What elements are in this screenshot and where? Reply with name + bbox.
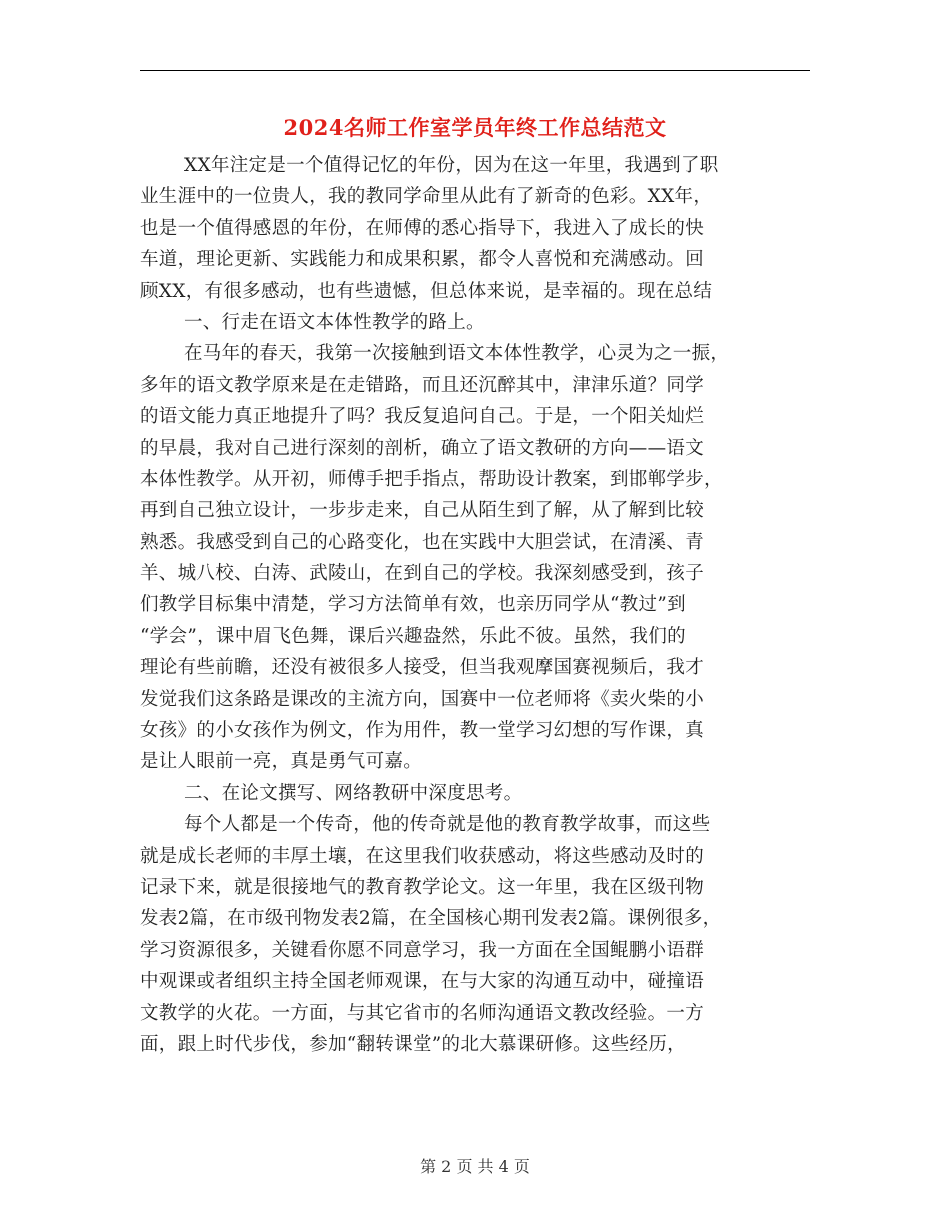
header-rule xyxy=(140,70,810,71)
body-line: 发表2篇，在市级刊物发表2篇，在全国核心期刊发表2篇。课例很多， xyxy=(140,908,722,930)
body-line: 顾XX，有很多感动，也有些遗憾，但总体来说，是幸福的。现在总结 xyxy=(140,280,713,302)
body-line: XX年注定是一个值得记忆的年份，因为在这一年里，我遇到了职 xyxy=(184,155,719,176)
body-line: 们教学目标集中清楚，学习方法简单有效，也亲历同学从“教过”到 xyxy=(140,594,686,616)
body-line: 每个人都是一个传奇，他的传奇就是他的教育教学故事，而这些 xyxy=(184,814,711,836)
body-line: 业生涯中的一位贵人，我的教同学命里从此有了新奇的色彩。XX年， xyxy=(140,186,713,208)
body-line: 也是一个值得感恩的年份，在师傅的悉心指导下，我进入了成长的快 xyxy=(140,217,705,239)
section-heading: 一、行走在语文本体性教学的路上。 xyxy=(184,311,485,333)
body-line: 车道，理论更新、实践能力和成果积累，都令人喜悦和充满感动。回 xyxy=(140,249,705,271)
body-line: 的早晨，我对自己进行深刻的剖析，确立了语文教研的方向——语文 xyxy=(140,437,705,459)
body-line: 记录下来，就是很接地气的教育教学论文。这一年里，我在区级刊物 xyxy=(140,876,705,898)
document-title: 2024名师工作室学员年终工作总结范文 xyxy=(283,115,667,140)
document-body xyxy=(140,150,820,1060)
body-line: 羊、城八校、白涛、武陵山，在到自己的学校。我深刻感受到，孩子 xyxy=(140,563,705,585)
body-line: 面，跟上时代步伐，参加“翻转课堂”的北大慕课研修。这些经历， xyxy=(140,1033,686,1055)
body-line: 是让人眼前一亮，真是勇气可嘉。 xyxy=(140,751,423,773)
body-line: 女孩》的小女孩作为例文，作为用件，教一堂学习幻想的写作课，真 xyxy=(140,720,705,742)
body-line: 学习资源很多，关键看你愿不同意学习，我一方面在全国鲲鹏小语群 xyxy=(140,939,705,961)
body-line: 多年的语文教学原来是在走错路，而且还沉醉其中，津津乐道？同学 xyxy=(140,374,705,396)
page-footer: 第 2 页 共 4 页 xyxy=(420,1157,530,1176)
body-line: 本体性教学。从开初，师傅手把手指点，帮助设计教案，到邯郸学步， xyxy=(140,468,723,490)
body-line: 的语文能力真正地提升了吗？我反复追问自己。于是，一个阳关灿烂 xyxy=(140,406,705,428)
body-line: 文教学的火花。一方面，与其它省市的名师沟通语文教改经验。一方 xyxy=(140,1002,705,1024)
body-line: 发觉我们这条路是课改的主流方向，国赛中一位老师将《卖火柴的小 xyxy=(140,688,705,710)
section-heading: 二、在论文撰写、网络教研中深度思考。 xyxy=(184,782,523,804)
body-line: “学会”，课中眉飞色舞，课后兴趣盎然，乐此不彼。虽然，我们的 xyxy=(140,625,686,647)
body-line: 中观课或者组织主持全国老师观课，在与大家的沟通互动中，碰撞语 xyxy=(140,971,705,993)
body-line: 再到自己独立设计，一步步走来，自己从陌生到了解，从了解到比较 xyxy=(140,500,705,522)
body-line: 理论有些前瞻，还没有被很多人接受，但当我观摩国赛视频后，我才 xyxy=(140,657,705,679)
body-line: 在马年的春天，我第一次接触到语文本体性教学，心灵为之一振， xyxy=(184,343,730,365)
body-line: 熟悉。我感受到自己的心路变化，也在实践中大胆尝试，在清溪、青 xyxy=(140,531,705,553)
body-line: 就是成长老师的丰厚土壤，在这里我们收获感动，将这些感动及时的 xyxy=(140,845,705,867)
